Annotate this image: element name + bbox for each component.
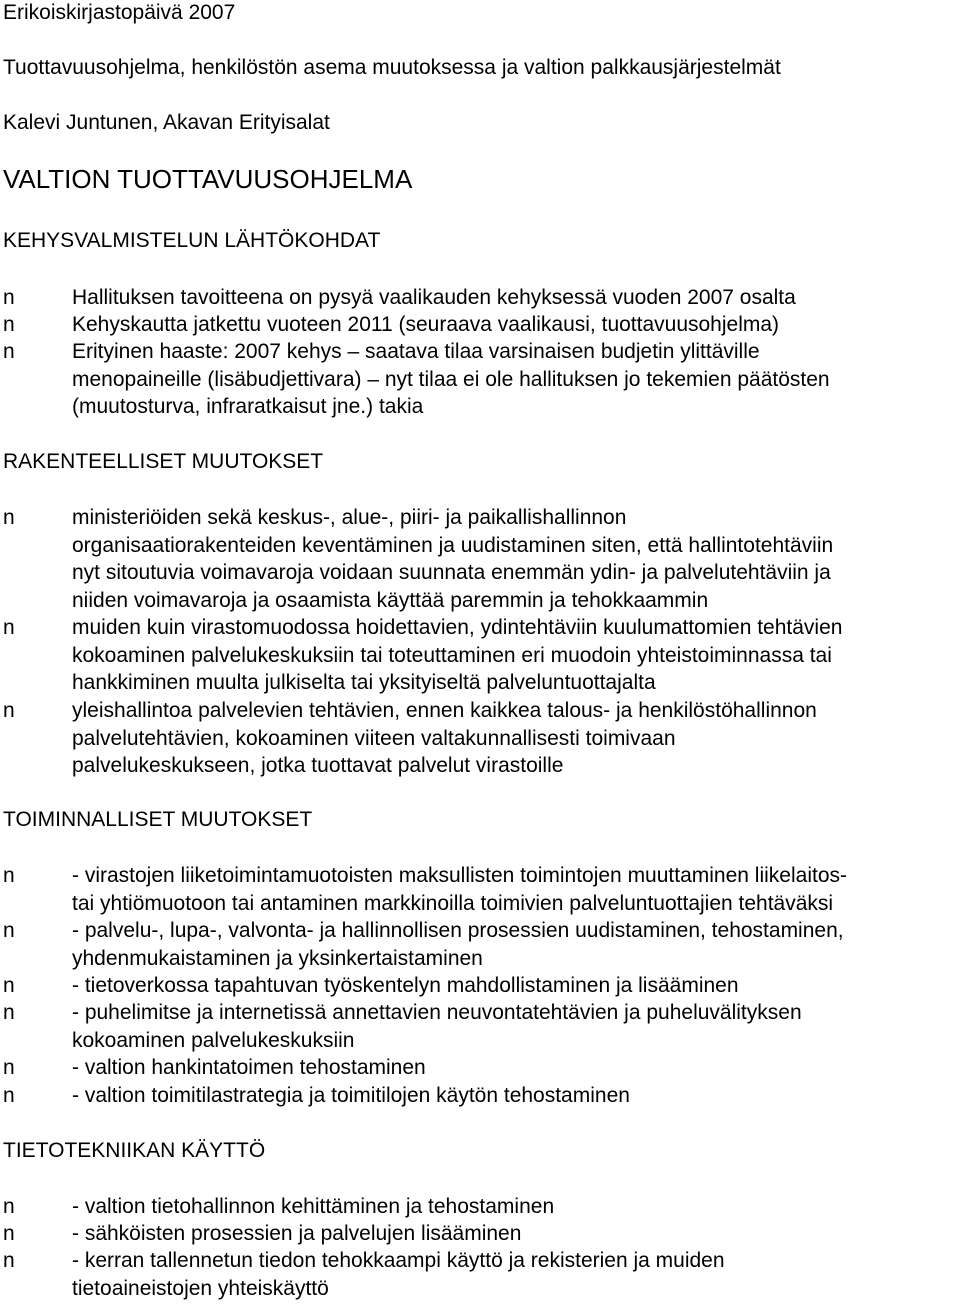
list-item-text: muiden kuin virastomuodossa hoidettavien, ydintehtäviin kuulumattomien tehtävien kokoaminen palvelukeskuksiin tai toteuttaminen eri muodoin yhteistoiminnassa tai hankkiminen muulta julkiselta tai yksityiseltä palveluntuottajalta	[72, 616, 843, 694]
list-item-text: - valtion tietohallinnon kehittäminen ja tehostaminen	[72, 1195, 555, 1218]
bullet-marker: n	[3, 1195, 15, 1218]
list-item-text: - tietoverkossa tapahtuvan työskentelyn mahdollistaminen ja lisääminen	[72, 974, 739, 997]
bullet-marker: n	[3, 699, 15, 722]
bullet-marker: n	[3, 506, 15, 529]
list-item-text: - virastojen liiketoimintamuotoisten maksullisten toimintojen muuttaminen liikelaitos- tai yhtiömuotoon tai antaminen markkinoilla toimivien palveluntuottajien tehtäväksi	[72, 864, 847, 915]
section-heading: KEHYSVALMISTELUN LÄHTÖKOHDAT	[3, 229, 381, 252]
main-heading: VALTION TUOTTAVUUSOHJELMA	[3, 164, 413, 194]
list-item-text: - kerran tallennetun tiedon tehokkaampi käyttö ja rekisterien ja muiden tietoaineistojen yhteiskäyttö	[72, 1249, 725, 1300]
bullet-marker: n	[3, 864, 15, 887]
bullet-marker: n	[3, 1249, 15, 1272]
list-item-text: - palvelu-, lupa-, valvonta- ja hallinnollisen prosessien uudistaminen, tehostaminen, yhdenmukaistaminen ja yksinkertaistaminen	[72, 919, 844, 970]
bullet-marker: n	[3, 313, 15, 336]
bullet-marker: n	[3, 286, 15, 309]
list-item-text: - sähköisten prosessien ja palvelujen lisääminen	[72, 1222, 522, 1245]
bullet-marker: n	[3, 1084, 15, 1107]
list-item-text: - valtion toimitilastrategia ja toimitilojen käytön tehostaminen	[72, 1084, 630, 1107]
section-heading: RAKENTEELLISET MUUTOKSET	[3, 450, 324, 473]
list-item-text: Kehyskautta jatkettu vuoteen 2011 (seuraava vaalikausi, tuottavuusohjelma)	[72, 313, 780, 336]
bullet-marker: n	[3, 1222, 15, 1245]
bullet-marker: n	[3, 974, 15, 997]
event-name: Erikoiskirjastopäivä 2007	[3, 1, 236, 24]
author-line: Kalevi Juntunen, Akavan Erityisalat	[3, 111, 330, 134]
section-heading: TOIMINNALLISET MUUTOKSET	[3, 808, 313, 831]
bullet-marker: n	[3, 616, 15, 639]
bullet-marker: n	[3, 1056, 15, 1079]
list-item-text: - valtion hankintatoimen tehostaminen	[72, 1056, 426, 1079]
list-item-text: Hallituksen tavoitteena on pysyä vaalikauden kehyksessä vuoden 2007 osalta	[72, 286, 796, 309]
section-heading: TIETOTEKNIIKAN KÄYTTÖ	[3, 1139, 266, 1162]
bullet-marker: n	[3, 919, 15, 942]
list-item-text: Erityinen haaste: 2007 kehys – saatava tilaa varsinaisen budjetin ylittäville menopaineille (lisäbudjettivara) – nyt tilaa ei ole hallituksen jo tekemien päätösten (muutosturva, infraratkaisut jne.) takia	[72, 340, 830, 418]
bullet-marker: n	[3, 1001, 15, 1024]
bullet-marker: n	[3, 340, 15, 363]
document-title: Tuottavuusohjelma, henkilöstön asema muutoksessa ja valtion palkkausjärjestelmät	[3, 56, 781, 79]
list-item-text: yleishallintoa palvelevien tehtävien, ennen kaikkea talous- ja henkilöstöhallinnon palvelutehtävien, kokoaminen viiteen valtakunnallisesti toimivaan palvelukeskukseen, jotka tuottavat palvelut virastoille	[72, 699, 817, 777]
list-item-text: ministeriöiden sekä keskus-, alue-, piiri- ja paikallishallinnon organisaatiorakenteiden keventäminen ja uudistaminen siten, että hallintotehtäviin nyt sitoutuvia voimavaroja voidaan suunnata enemmän ydin- ja palvelutehtäviin ja niiden voimavaroja ja osaamista käyttää paremmin ja tehokkaammin	[72, 506, 834, 612]
list-item-text: - puhelimitse ja internetissä annettavien neuvontatehtävien ja puheluvälityksen kokoaminen palvelukeskuksiin	[72, 1001, 802, 1052]
